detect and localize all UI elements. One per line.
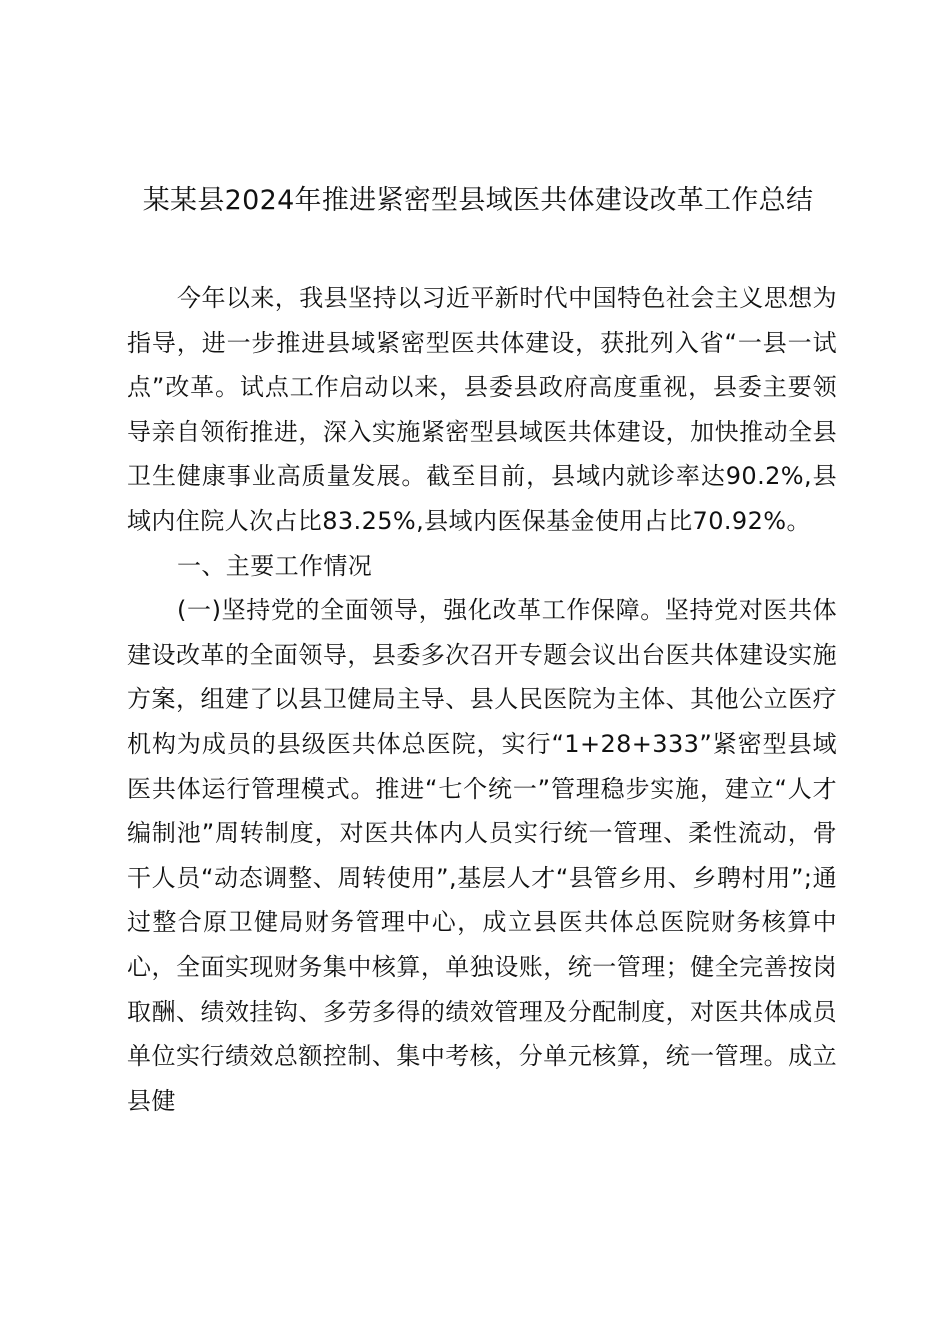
- section-paragraph: (一)坚持党的全面领导，强化改革工作保障。坚持党对医共体建设改革的全面领导，县委多次召开专题会议出台医共体建设实施方案，组建了以县卫健局主导、县人民医院为主体、其他公立医疗机构为成员的县级医共体总医院，实行“1+28+333”紧密型县域医共体运行管理模式。推进“七个统一”管理稳步实施，建立“人才编制池”周转制度，对医共体内人员实行统一管理、柔性流动，骨干人员“动态调整、周转使用”,基层人才“县管乡用、乡聘村用”;通过整合原卫健局财务管理中心，成立县医共体总医院财务核算中心，全面实现财务集中核算，单独设账，统一管理；健全完善按岗取酬、绩效挂钩、多劳多得的绩效管理及分配制度，对医共体成员单位实行绩效总额控制、集中考核，分单元核算，统一管理。成立县健: [127, 596, 838, 1115]
- section-heading: 一、主要工作情况: [177, 551, 373, 580]
- intro-paragraph: 今年以来，我县坚持以习近平新时代中国特色社会主义思想为指导，进一步推进县域紧密型医共体建设，获批列入省“一县一试点”改革。试点工作启动以来，县委县政府高度重视，县委主要领导亲自领衔推进，深入实施紧密型县域医共体建设，加快推动全县卫生健康事业高质量发展。截至目前，县域内就诊率达90.2%,县域内住院人次占比83.25%,县域内医保基金使用占比70.92%。: [127, 284, 837, 535]
- document-title: 某某县2024年推进紧密型县域医共体建设改革工作总结: [142, 185, 814, 216]
- document-body: [127, 276, 837, 1123]
